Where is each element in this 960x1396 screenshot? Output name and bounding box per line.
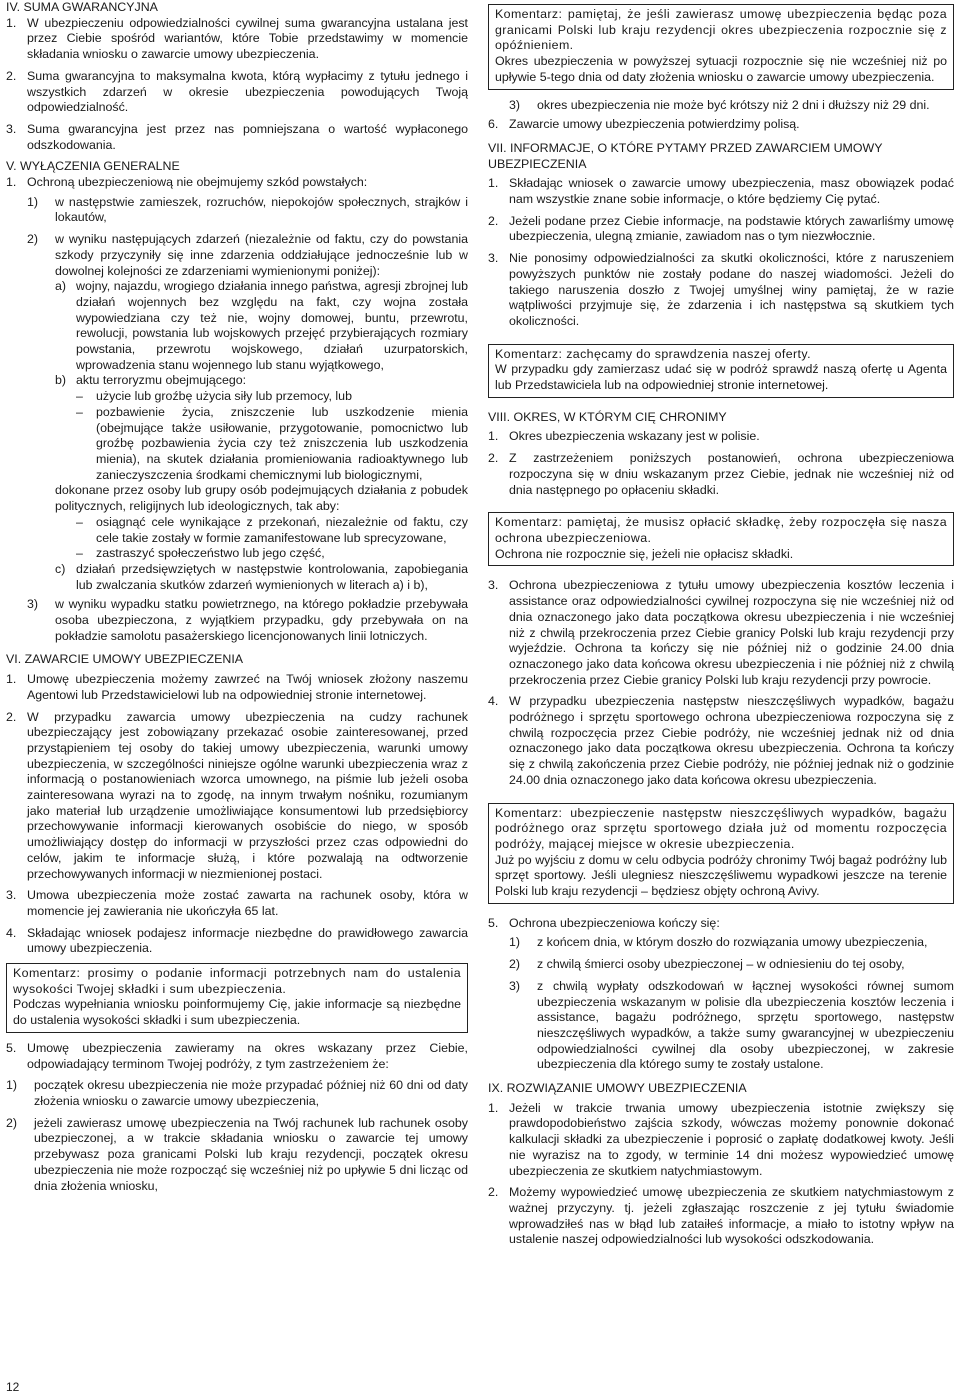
dash-text: pozbawienie życia, zniszczenie lub uszkodzenie mienia (obejmujące także usiłowanie, przygotowanie, pomocnictwo lub groźbę pozbawienia życia czy też zniszczenia lub uszkodzenia mienia), na skutek działania promieniowania radioaktywnego lub zanieczyszczenia środkami chemicznymi lub biologicznymi, (96, 404, 468, 482)
comment-title: Komentarz: pamiętaj, że musisz opłacić składkę, żeby rozpoczęła się nasza ochrona ubezpieczeniowa. (495, 515, 947, 545)
paragraph-text: Ochrona ubezpieczeniowa kończy się: (509, 915, 720, 930)
paragraph (488, 1185, 954, 1248)
item-text: w wyniku następujących zdarzeń (niezależnie od faktu, czy do powstania szkody przyczyniły się inne zdarzenia oddziałujące jednocześnie lub w dowolnej kolejności ze zdarzeniami wymienionymi poniżej): (55, 232, 468, 278)
paragraph (488, 251, 954, 330)
paragraph-number: 2. (6, 709, 17, 724)
subitem-text: wojny, najazdu, wrogiego działania innego państwa, agresji zbrojnej lub działań wojennych bez względu na fakt, czy wojna została wypowiedziana czy też nie, wojny domowej, buntu, przewrotu, rewolucji, powstania lub wojskowych przejęć przybierających rozmiary powstania, przewrotu wojskowego, działań uzurpatorskich, wprowadzenia stanu wojennego lub stanu wyjątkowego, (76, 279, 468, 372)
section-title-suma-gwarancyjna: IV. SUMA GWARANCYJNA (6, 0, 158, 14)
paragraph (6, 672, 468, 703)
section-title-rozwiazanie: IX. ROZWIĄZANIE UMOWY UBEZPIECZENIA (488, 1081, 747, 1096)
paragraph-number: 3. (488, 251, 499, 266)
subitem-text: aktu terroryzmu obejmującego: (76, 373, 247, 388)
dash-item (6, 405, 468, 484)
comment-body: W przypadku gdy zamierzasz udać się w podróż sprawdź naszą ofertę u Agenta lub Przedstawiciela lub na odpowiedniej stronie internetowej. (495, 362, 947, 393)
list-item (488, 98, 954, 114)
paragraph-number: 1. (488, 176, 499, 191)
paragraph (488, 117, 954, 133)
subitem-letter: a) (55, 279, 67, 294)
item-text: okres ubezpieczenia nie może być krótszy niż 2 dni i dłuższy niż 29 dni. (537, 97, 930, 112)
paragraph-text: Umowę ubezpieczenia zawieramy na okres wskazany przez Ciebie, odpowiadający terminom Twojej podróży, z tym zastrzeżeniem że: (27, 1040, 468, 1071)
paragraph (6, 888, 468, 919)
subitem-letter: c) (55, 561, 66, 576)
subitem-text: działań przedsięwziętych w następstwie kontrolowania, zapobiegania lub zwalczania skutków zdarzeń wymienionych w literach a) i b), (76, 561, 468, 592)
item-text: jeżeli zawierasz umowę ubezpieczenia na Twój rachunek lub rachunek osoby ubezpieczonej, a w trakcie składania wniosku o zawarcie tej umowy przebywasz poza granicami Polski lub kraju rezydencji, początek okresu ubezpieczenia nie może rozpocząć się wcześniej niż po upływie 5 dni licząc od dnia złożenia wniosku, (34, 1115, 468, 1193)
section-title-zawarcie-umowy: VI. ZAWARCIE UMOWY UBEZPIECZENIA (6, 652, 244, 667)
paragraph (488, 429, 954, 445)
item-number: 1) (509, 935, 521, 950)
comment-body: Już po wyjściu z domu w celu odbycia podróży chronimy Twój bagaż podróżny lub sprzęt sportowy. Jeśli ulegniesz nieszczęśliwemu wypadkowi jeszcze na terenie Polski lub kraju rezydencji – będziesz objęty ochroną Avivy. (495, 852, 947, 899)
item-text: z końcem dnia, w którym doszło do rozwiązania umowy ubezpieczenia, (537, 935, 928, 950)
item-text: w wyniku wypadku statku powietrznego, na którego pokładzie przebywała osoba ubezpieczona, z wyjątkiem przypadku, gdy przebywała on na pokładzie samolotu pasażerskiego licencjonowanych linii lotniczych. (55, 597, 468, 643)
paragraph-text: Nie ponosimy odpowiedzialności za skutki okoliczności, które z naruszeniem powyższych punktów nie zostały podane do naszej wiadomości. Jeżeli do takiego naruszenia doszło z Twojej umyślnej winy pamiętaj, że w razie wątpliwości przyjmuje się, że zdarzenia i ich następstwa są skutkiem tych okoliczności. (509, 251, 954, 328)
item-text: w następstwie zamieszek, rozruchów, niepokojów społecznych, strajków i lokautów, (55, 194, 468, 225)
paragraph (6, 69, 468, 116)
dash-item (6, 546, 468, 562)
paragraph (488, 214, 954, 245)
paragraph-number: 4. (488, 694, 499, 709)
paragraph-text: Zawarcie umowy ubezpieczenia potwierdzimy polisą. (509, 117, 800, 132)
paragraph (6, 483, 468, 514)
paragraph-text: W przypadku zawarcia umowy ubezpieczenia na cudzy rachunek ubezpieczający jest zobowiązany przekazać osobie zainteresowanej, przed przystąpieniem tej osoby do takiej umowy ubezpieczenia, warunki umowy ubezpieczenia, w szczególności niniejsze ogólne warunki ubezpieczenia wraz z informacją o postanowieniach wzorca umownego, na piśmie lub jeżeli osoba zainteresowana wyrazi na to zgodę, na innym trwałym nośniku, rozumianym jako materiał lub urządzenie umożliwiające konsumentowi lub przedsiębiorcy przechowywanie informacji kierowanych osobiście do niego, w sposób umożliwiający dostęp do informacji w przyszłości przez czas odpowiedni do celów, jakim te informacje służą, i które pozwalają na odtworzenie przechowywanych informacji w niezmienionej postaci. (27, 709, 468, 881)
item-text: z chwilą śmierci osoby ubezpieczonej – w odniesieniu do tej osoby, (537, 957, 905, 972)
paragraph-text: Ochrona ubezpieczeniowa z tytułu umowy ubezpieczenia kosztów leczenia i assistance oraz odpowiedzialności cywilnej rozpoczyna się nie wcześniej niż od dnia oznaczonego jako data początkowa okresu ubezpieczenia i nie wcześniej niż z chwilą przekroczenia przez Ciebie granicy Polski lub kraju rezydencji przy wyjeździe. Ochrona ta kończy się nie później niż o godzinie 24.00 dnia oznaczonego jako data końcowa okresu ubezpieczenia i nie później niż z chwilą przekroczenia przez Ciebie granicy Polski lub kraju rezydencji przy powrocie. (509, 578, 954, 687)
item-text: z chwilą wypłaty odszkodowań w łącznej wysokości równej sumom ubezpieczenia wskazanym w polisie dla ubezpieczenia kosztów leczenia i assistance, bagażu podróżnego, sprzętu sportowego, następstw nieszczęśliwych wypadków, a także sumy gwarancyjnej w ubezpieczeniu odpowiedzialności cywilnej dla osoby ubezpieczonej, w zakresie ubezpieczenia dla którego sumy te zostały ustalone. (537, 978, 954, 1072)
paragraph-number: 1. (6, 672, 17, 687)
paragraph-number: 5. (6, 1040, 17, 1055)
item-number: 3) (509, 978, 521, 993)
dash-marker: – (76, 404, 83, 419)
subitem-letter: b) (55, 373, 67, 388)
dash-marker: – (76, 389, 83, 404)
paragraph-text: W przypadku ubezpieczenia następstw nieszczęśliwych wypadków, bagażu podróżnego i sprzętu sportowego ochrona ubezpieczeniowa rozpoczyna się z chwilą rozpoczęcia przez Ciebie podróży, nie wcześniej jednak niż od dnia oznaczonego jako data początkowa okresu ubezpieczenia. Ochrona ta kończy się z chwilą zakończenia przez Ciebie podróży, nie później jednak niż o godzinie 24.00 dnia oznaczonego jako data końcowa okresu ubezpieczenia. (509, 694, 954, 787)
paragraph-number: 5. (488, 915, 499, 930)
paragraph-number: 3. (488, 578, 499, 593)
item-number: 2) (27, 232, 39, 247)
paragraph-number: 2. (488, 213, 499, 228)
paragraph-number: 2. (488, 1185, 499, 1200)
list-subitem (6, 373, 468, 389)
paragraph-text: Suma gwarancyjna to maksymalna kwota, którą wypłacimy z tytułu jednego i wszystkich zdarzeń w okresie ubezpieczenia powodujących Twoją odpowiedzialność. (27, 68, 468, 115)
dash-text: użycie lub groźbę użycia siły lub przemocy, lub (96, 389, 352, 404)
list-item (6, 1116, 468, 1195)
comment-title: Komentarz: pamiętaj, że jeśli zawierasz umowę ubezpieczenia będąc poza granicami Polski lub kraju rezydencji okres ubezpieczenia rozpocznie się z opóźnieniem. (495, 7, 947, 53)
comment-body: Podczas wypełniania wniosku poinformujemy Cię, jakie informacje są niezbędne do ustalenia wysokości składki i sum ubezpieczenia. (13, 997, 461, 1028)
paragraph (6, 710, 468, 883)
paragraph-text: W ubezpieczeniu odpowiedzialności cywilnej suma gwarancyjna ustalana jest przez Ciebie spośród wariantów, które Tobie przedstawimy w momencie składania wniosku o zawarcie umowy ubezpieczenia. (27, 15, 468, 62)
paragraph (488, 176, 954, 207)
paragraph-text: Suma gwarancyjna jest przez nas pomniejszana o wartość wypłaconego odszkodowania. (27, 121, 468, 152)
page-number: 12 (6, 1380, 20, 1394)
paragraph (6, 1041, 468, 1072)
paragraph (6, 175, 468, 191)
item-number: 1) (6, 1078, 18, 1093)
dash-item (6, 515, 468, 546)
list-item (6, 1078, 468, 1109)
paragraph-text: Składając wniosek o zawarcie umowy ubezpieczenia, masz obowiązek podać nam wszystkie znane sobie informacje, o które będziemy Cię pytać. (509, 176, 954, 207)
paragraph (488, 578, 954, 688)
right-column (488, 0, 954, 1248)
paragraph-number: 1. (6, 15, 17, 30)
paragraph-number: 1. (6, 175, 17, 190)
paragraph-number: 1. (488, 1100, 499, 1115)
paragraph-text: dokonane przez osoby lub grupy osób podejmujących działania z pobudek politycznych, religijnych lub ideologicznych, tak aby: (55, 483, 468, 514)
paragraph-text: Ochroną ubezpieczeniową nie obejmujemy szkód powstałych: (27, 175, 368, 190)
paragraph-number: 6. (488, 117, 499, 132)
comment-body: Ochrona nie rozpocznie się, jeżeli nie opłacisz składki. (495, 546, 794, 561)
list-subitem (6, 562, 468, 593)
item-number: 2) (6, 1115, 18, 1130)
comment-box (488, 512, 954, 566)
paragraph (488, 451, 954, 498)
list-item (6, 232, 468, 279)
comment-box (488, 4, 954, 90)
list-item (488, 957, 954, 973)
section-title-informacje: VII. INFORMACJE, O KTÓRE PYTAMY PRZED ZAWARCIEM UMOWY UBEZPIECZENIA (488, 140, 883, 171)
paragraph (488, 916, 954, 932)
paragraph-text: Z zastrzeżeniem poniższych postanowień, ochrona ubezpieczeniowa rozpoczyna się w dniu wskazanym przez Ciebie, jednak nie wcześniej niż od dnia następnego po opłaceniu składki. (509, 451, 954, 497)
paragraph-text: Możemy wypowiedzieć umowę ubezpieczenia ze skutkiem natychmiastowym z ważnej przyczyny. tj. jeżeli zgłaszając roszczenie z jej tytułu świadomie wprowadziłeś nas w błąd lub zataiłeś informacje, a miało to istotny wpływ na ustalenie naszej odpowiedzialności lub wysokości odszkodowania. (509, 1185, 954, 1247)
comment-body: Okres ubezpieczenia w powyższej sytuacji rozpocznie się nie wcześniej niż po upływie 5-tego dnia od daty złożenia wniosku o zawarcie umowy ubezpieczenia. (495, 54, 947, 84)
paragraph-text: Składając wniosek podajesz informacje niezbędne do prawidłowego zawarcia umowy ubezpieczenia. (27, 925, 468, 956)
paragraph-text: Jeżeli w trakcie trwania umowy ubezpieczenia istotnie zwiększy się prawdopodobieństwo zajścia szkody, wówczas możemy ponownie dokonać kalkulacji składki za ubezpieczenie i poprosić o zapłatę dodatkowej kwoty. Jeśli nie wyrazisz na to zgody, w terminie 14 dni możesz wypowiedzieć umowę ubezpieczenia ze skutkiem natychmiastowym. (509, 1100, 954, 1178)
paragraph-number: 4. (6, 925, 17, 940)
comment-title: Komentarz: zachęcamy do sprawdzenia naszej oferty. (495, 346, 811, 361)
paragraph-number: 3. (6, 121, 17, 136)
dash-text: osiągnąć cele wynikające z przekonań, niezależnie od faktu, czy cele takie zostały w formie zamanifestowane lub sprecyzowane, (96, 514, 468, 545)
list-item (6, 195, 468, 226)
paragraph-text: Jeżeli podane przez Ciebie informacje, na podstawie których zawarliśmy umowę ubezpieczenia, ulegną zmianie, zawiadom nas o tym niezwłocznie. (509, 213, 954, 244)
paragraph (488, 694, 954, 788)
dash-text: zastraszyć społeczeństwo lub jego część, (96, 546, 325, 561)
paragraph-number: 1. (488, 429, 499, 444)
left-column (6, 0, 468, 1194)
comment-box (488, 803, 954, 904)
list-subitem (6, 279, 468, 373)
item-number: 3) (27, 597, 39, 612)
item-number: 3) (509, 97, 521, 112)
item-number: 1) (27, 194, 39, 209)
comment-title: Komentarz: prosimy o podanie informacji potrzebnych nam do ustalenia wysokości Twojej składki i sum ubezpieczenia. (13, 966, 461, 996)
list-item (488, 979, 954, 1073)
item-text: początek okresu ubezpieczenia nie może przypadać później niż 60 dni od daty złożenia wniosku o zawarcie umowy ubezpieczenia, (34, 1078, 468, 1108)
paragraph-text: Umowa ubezpieczenia może zostać zawarta na rachunek osoby, która w momencie jej zawierania nie ukończyła 65 lat. (27, 888, 468, 918)
comment-box (488, 344, 954, 398)
paragraph-text: Okres ubezpieczenia wskazany jest w polisie. (509, 429, 760, 444)
paragraph-number: 2. (6, 68, 17, 83)
list-item (488, 935, 954, 951)
comment-box (6, 963, 468, 1033)
paragraph-number: 2. (488, 451, 499, 466)
section-title-wylaczenia: V. WYŁĄCZENIA GENERALNE (6, 159, 180, 174)
dash-marker: – (76, 514, 83, 529)
section-title-okres: VIII. OKRES, W KTÓRYM CIĘ CHRONIMY (488, 409, 727, 424)
list-item (6, 597, 468, 644)
dash-marker: – (76, 546, 83, 561)
comment-title: Komentarz: ubezpieczenie następstw nieszczęśliwych wypadków, bagażu podróżnego oraz sprzętu sportowego działa już od momentu rozpoczęcia podróży, mającej miejsce w okresie ubezpieczenia. (495, 805, 947, 851)
paragraph (6, 122, 468, 153)
paragraph-number: 3. (6, 888, 17, 903)
item-number: 2) (509, 957, 521, 972)
paragraph (6, 16, 468, 63)
paragraph (6, 926, 468, 957)
paragraph (488, 1101, 954, 1180)
paragraph-text: Umowę ubezpieczenia możemy zawrzeć na Twój wniosek złożony naszemu Agentowi lub Przedstawicielowi lub na odpowiedniej stronie internetowej. (27, 672, 468, 702)
dash-item (6, 389, 468, 405)
